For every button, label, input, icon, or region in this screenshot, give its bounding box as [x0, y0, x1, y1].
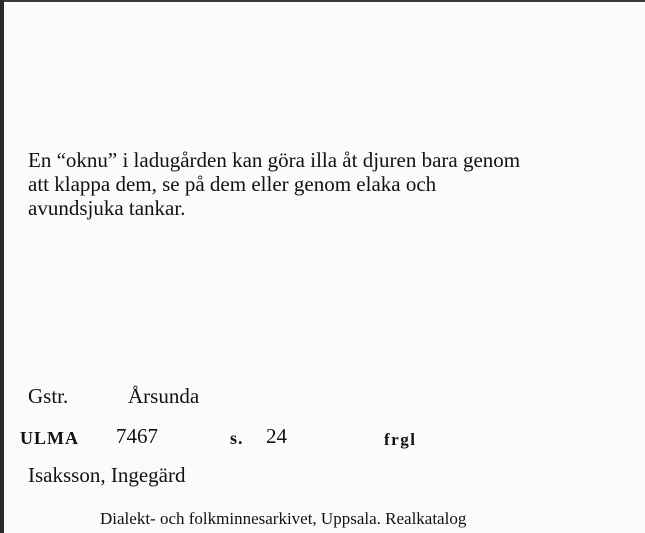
category-code: frgl	[384, 430, 417, 449]
archive-label: ULMA	[20, 428, 79, 448]
region-label: Gstr.	[28, 384, 69, 408]
card-left-edge	[0, 0, 4, 533]
card-top-edge	[0, 0, 645, 2]
archive-footer: Dialekt- och folkminnesarkivet, Uppsala. Realkatalog	[100, 509, 467, 528]
card-body-text	[28, 148, 628, 220]
body-line-3: avundsjuka tankar.	[28, 196, 186, 220]
recorder-name: Isaksson, Ingegärd	[28, 463, 186, 487]
page-number: 24	[266, 424, 287, 448]
body-line-1: En “oknu” i ladugården kan göra illa åt djuren bara genom	[28, 148, 521, 172]
body-line-2: att klappa dem, se på dem eller genom elaka och	[28, 172, 437, 196]
place-label: Årsunda	[128, 384, 200, 408]
page-label: s.	[230, 428, 244, 448]
archive-number: 7467	[116, 424, 158, 448]
